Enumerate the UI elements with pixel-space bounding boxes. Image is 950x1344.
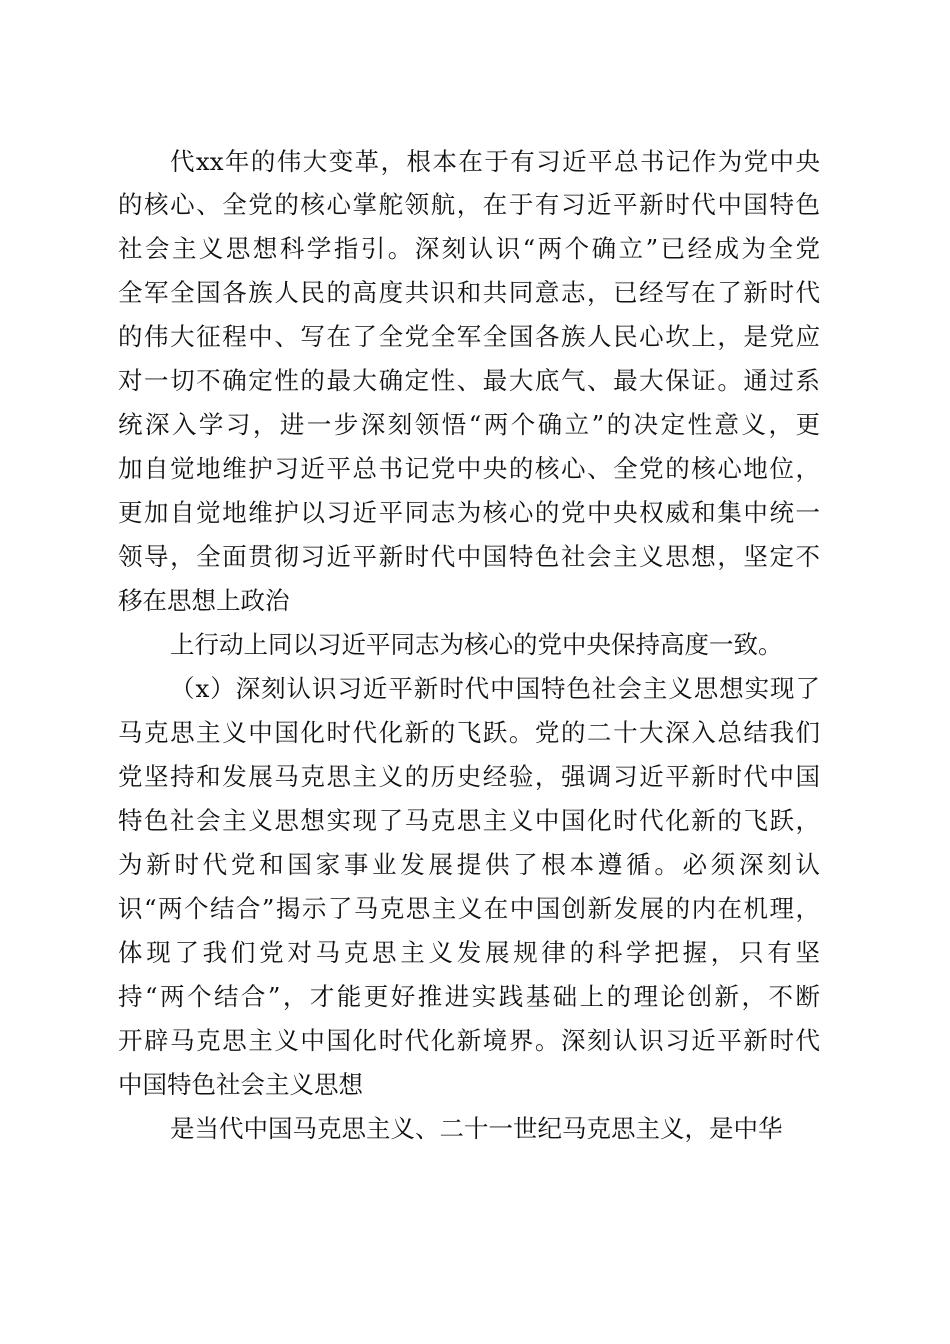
- paragraph-3-line-1: （x）深刻认识习近平新时代中国特色社会主义思想实现了: [170, 674, 820, 703]
- paragraph-3-line-9: 开辟马克思主义中国化时代化新境界。深刻认识习近平新时代: [118, 1026, 820, 1055]
- paragraph-1-line-9: 更加自觉地维护以习近平同志为核心的党中央权威和集中统一: [118, 498, 820, 527]
- paragraph-3-line-6: 识“两个结合”揭示了马克思主义在中国创新发展的内在机理，: [118, 894, 820, 923]
- paragraph-3-line-10: 中国特色社会主义思想: [118, 1070, 363, 1099]
- paragraph-1-line-6: 对一切不确定性的最大确定性、最大底气、最大保证。通过系: [118, 366, 820, 395]
- paragraph-1-line-3: 社会主义思想科学指引。深刻认识“两个确立”已经成为全党: [118, 234, 820, 263]
- paragraph-1-line-2: 的核心、全党的核心掌舵领航，在于有习近平新时代中国特色: [118, 190, 820, 219]
- paragraph-1-line-5: 的伟大征程中、写在了全党全军全国各族人民心坎上，是党应: [118, 322, 820, 351]
- paragraph-1-line-11: 移在思想上政治: [118, 586, 290, 615]
- paragraph-1-line-4: 全军全国各族人民的高度共识和共同意志，已经写在了新时代: [118, 278, 820, 307]
- paragraph-1-line-10: 领导，全面贯彻习近平新时代中国特色社会主义思想，坚定不: [118, 542, 820, 571]
- paragraph-1-line-7: 统深入学习，进一步深刻领悟“两个确立”的决定性意义，更: [118, 410, 820, 439]
- paragraph-3-line-7: 体现了我们党对马克思主义发展规律的科学把握，只有坚: [118, 938, 820, 967]
- paragraph-2-line-1: 上行动上同以习近平同志为核心的党中央保持高度一致。: [170, 630, 783, 659]
- paragraph-3-line-5: 为新时代党和国家事业发展提供了根本遵循。必须深刻认: [118, 850, 820, 879]
- paragraph-1-line-8: 加自觉地维护习近平总书记党中央的核心、全党的核心地位，: [118, 454, 820, 483]
- paragraph-3-line-2: 马克思主义中国化时代化新的飞跃。党的二十大深入总结我们: [118, 718, 820, 747]
- paragraph-3-line-3: 党坚持和发展马克思主义的历史经验，强调习近平新时代中国: [118, 762, 820, 791]
- paragraph-4-line-1: 是当代中国马克思主义、二十一世纪马克思主义，是中华: [170, 1114, 783, 1143]
- paragraph-3-line-8: 持“两个结合”，才能更好推进实践基础上的理论创新，不断: [118, 982, 820, 1011]
- paragraph-3-line-4: 特色社会主义思想实现了马克思主义中国化时代化新的飞跃，: [118, 806, 820, 835]
- paragraph-1-line-1: 代xx年的伟大变革，根本在于有习近平总书记作为党中央: [170, 147, 820, 176]
